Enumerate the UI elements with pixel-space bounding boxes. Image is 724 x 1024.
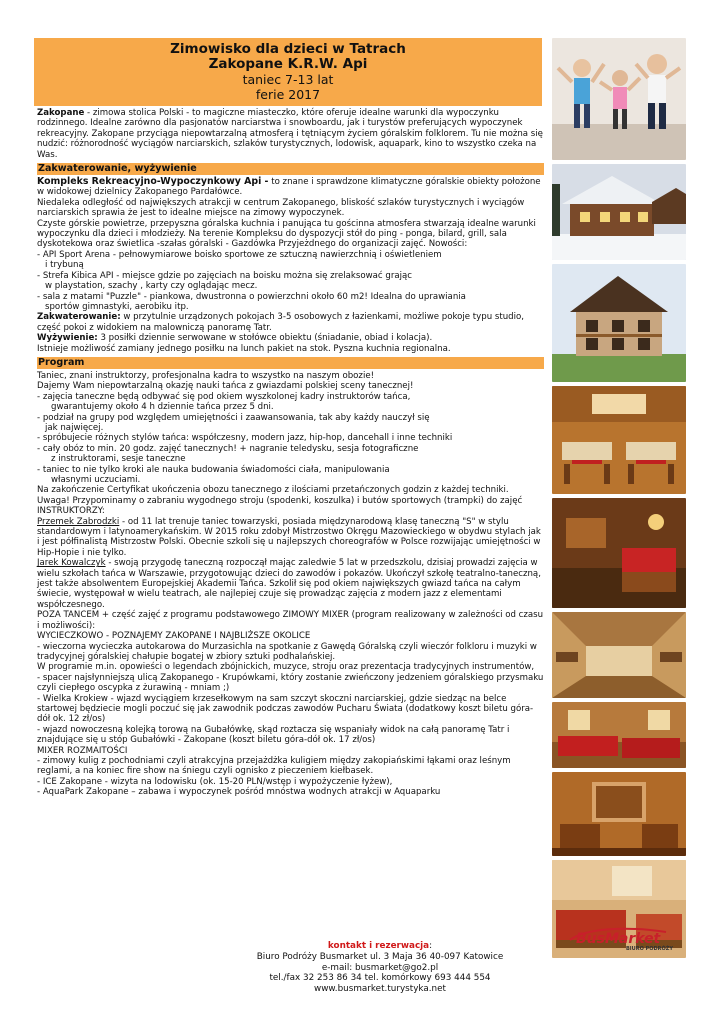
distance-paragraph: Niedaleka odległość od największych atrakcji w centrum Zakopanego, bliskość szlaków turystycznych i wyciągów narciarskich sprawia że jest to idealne miejsce na zimowy wypoczynek. bbox=[37, 197, 525, 219]
photo-hall bbox=[552, 612, 686, 698]
list-item-cont: i trybuną bbox=[45, 260, 84, 271]
atmosphere-paragraph: Czyste górskie powietrze, przepyszna góralska kuchnia i panująca tu gościnna atmosfera stwarzają idealne warunki wypoczynku dla dzieci i młodzieży. Na terenie Kompleksu do dyspozycji stół do ping - ponga, bilard, grill, sala dyskotekowa oraz świetlica -szałas góralski - Gazdówka Przyjeżdnego do organizacji zajęć. Nowości: bbox=[37, 218, 536, 250]
instructor-2 bbox=[37, 558, 544, 610]
instructor-1-name: Przemek Zabrodzki bbox=[37, 516, 120, 527]
title-line-2: Zakopane K.R.W. Api bbox=[208, 56, 368, 72]
main-content bbox=[37, 108, 544, 798]
program-line: - wieczorna wycieczka autokarowa do Murzasichla na spotkanie z Gawędą Góralską czyli wieczór folkloru i muzyki w tradycyjnej góralskiej chałupie bogatej w zbiory sztuki podhalańskiej. bbox=[37, 641, 537, 662]
program-line: - ICE Zakopane - wizyta na lodowisku (ok. 15-20 PLN/wstęp i wypożyczenie łyżew), bbox=[37, 776, 393, 787]
intro-text: - zimowa stolica Polski - to magiczne miasteczko, które oferuje idealne warunki dla wypoczynku rodzinnego. Idealne zarówno dla pasjonatów narciarstwa i snowboardu, jak i turystów preferujących wypoczynek rekreacyjny. Zakopane przyciąga niepowtarzalną atmosferą i tętniącym życiem góralskim folklorem. Tu nie można się nudzić: różnorodność wyciągów narciarskich, szlaków turystycznych, lodowisk, aquapark, kino to wszystko czeka na Was. bbox=[37, 108, 543, 160]
list-item-cont: w playstation, szachy , karty czy oglądając mecz. bbox=[45, 281, 258, 292]
list-item: - spróbujecie różnych stylów tańca: współczesny, modern jazz, hip-hop, dancehall i inne techniki bbox=[37, 433, 453, 444]
instructors-heading: INSTRUKTORZY: bbox=[37, 506, 105, 517]
food-text: 3 posiłki dziennie serwowane w stołówce obiektu (śniadanie, obiad i kolacja). bbox=[97, 333, 433, 344]
contact-address: Biuro Podróży Busmarket ul. 3 Maja 36 40-097 Katowice bbox=[256, 951, 504, 962]
photo-room-wood bbox=[552, 772, 686, 856]
accommodation-bold: Zakwaterowanie: bbox=[37, 312, 121, 323]
program-line: Dajemy Wam niepowtarzalną okazję nauki tańca z gwiazdami polskiej sceny tanecznej! bbox=[37, 381, 414, 392]
list-item-cont: sportów gimnastyki, aerobiku itp. bbox=[45, 301, 189, 312]
logo-tagline: BIURO PODRÓŻY bbox=[626, 946, 673, 952]
section-heading-accommodation: Zakwaterowanie, wyżywienie bbox=[37, 163, 544, 175]
program-line: POZA TANCEM + część zajęć z programu podstawowego ZIMOWY MIXER (program realizowany w zależności od czasu i możliwości): bbox=[37, 610, 544, 631]
contact-phone: tel./fax 32 253 86 34 tel. komórkowy 693 444 554 bbox=[269, 973, 491, 984]
photo-dining-room bbox=[552, 386, 686, 494]
instructor-2-text: - swoją przygodę taneczną rozpoczął mając zaledwie 5 lat w przedszkolu, dzisiaj prowadzi zajęcia w wielu szkołach tańca w Warszawie, przygotowując dzieci do zawodów i pokazów. Ukończył szkołę teatralno-taneczną, jest także absolwentem Europejskiej Akademii Tańca. Szkolił się pod okiem największych gwiazd tańca na całym świecie, występował w wielu teatrach, ale najlepiej czuje się prowadząc zajęcia z modern jazz z elementami współczesnego. bbox=[37, 558, 541, 610]
photo-room-red bbox=[552, 702, 686, 768]
intro-paragraph bbox=[37, 108, 544, 160]
list-item: - podział na grupy pod względem umiejętności i zaawansowania, tak aby każdy nauczył się bbox=[37, 412, 430, 423]
program-line: - Wielka Krokiew - wjazd wyciągiem krzesełkowym na sam szczyt skoczni narciarskiej, gdzie siedząc na belce startowej będziecie mogli poczuć się jak zawodnik podczas zawodów Pucharu Świata (dodatkowy koszt biletu góra-dół ok. 12 zł/os) bbox=[37, 693, 534, 725]
program-line: W programie m.in. opowieści o legendach zbójnickich, muzyce, stroju oraz prezentacja tradycyjnych instrumentów, bbox=[37, 662, 535, 673]
photo-dancing-kids bbox=[552, 38, 686, 160]
list-item: - zajęcia taneczne będą odbywać się pod okiem wyszkolonej kadry instruktorów tańca, bbox=[37, 391, 411, 402]
instructor-1-text: - od 11 lat trenuje taniec towarzyski, posiada międzynarodową klasę taneczną "S" w stylu standardowym i latynoamerykańskim. W 2015 roku zdobył Mistrzostwo Okręgu Mazowieckiego w obydwu stylach jak i jest półfinalistą Mistrzostw Polski. Obecnie szkoli się u najlepszych choreografów w Polsce rozwijając umiejętności w Hip-Hopie i nie tylko. bbox=[37, 516, 541, 558]
program-line: Taniec, znani instruktorzy, profesjonalna kadra to wszystko na naszym obozie! bbox=[37, 370, 375, 381]
contact-colon: : bbox=[429, 941, 433, 951]
food-paragraph bbox=[37, 333, 544, 343]
list-item: - taniec to nie tylko kroki ale nauka budowania świadomości ciała, manipulowania bbox=[37, 464, 390, 475]
food-line-2: Istnieje możliwość zamiany jednego posiłku na lunch pakiet na stok. Pyszna kuchnia regionalna. bbox=[37, 343, 451, 354]
photo-gazdowka bbox=[552, 498, 686, 608]
photo-snowy-hotel bbox=[552, 164, 686, 260]
contact-block bbox=[180, 941, 580, 995]
instructor-1 bbox=[37, 517, 544, 559]
program-line: - AquaPark Zakopane – zabawa i wypoczynek pośród mnóstwa wodnych atrakcji w Aquaparku bbox=[37, 787, 441, 798]
list-item-cont: własnymi uczuciami. bbox=[51, 475, 141, 485]
busmarket-logo bbox=[566, 926, 684, 952]
list-item: - cały obóz to min. 20 godz. zajęć tanecznych! + nagranie teledysku, sesja fotograficzne bbox=[37, 443, 419, 454]
list-item: - Strefa Kibica API - miejsce gdzie po zajęciach na boisku można się zrelaksować grając bbox=[37, 270, 412, 281]
title-line-1: Zimowisko dla dzieci w Tatrach bbox=[170, 41, 406, 57]
contact-title-row bbox=[180, 941, 580, 952]
accommodation-text: w przytulnie urządzonych pokojach 3-5 osobowych z łazienkami, możliwe pokoje typu studio, część pokoi z widokiem na malowniczą panoramę Tatr. bbox=[37, 312, 525, 333]
title-line-3: taniec 7-13 lat bbox=[242, 72, 334, 87]
photo-hotel-summer bbox=[552, 264, 686, 382]
instructor-2-name: Jarek Kowalczyk bbox=[37, 558, 106, 569]
program-line: MIXER ROZMAITOŚCI bbox=[37, 745, 128, 756]
program-line: - zimowy kulig z pochodniami czyli atrakcyjna przejażdżka kuligiem między zakopiańskimi łąkami oraz leśnym reglami, a na koniec fire show na śniegu czyli ognisko z pieczeniem kiełbasek. bbox=[37, 755, 511, 777]
list-item-cont: jak najwięcej. bbox=[45, 422, 104, 433]
title-line-4: ferie 2017 bbox=[255, 87, 321, 102]
list-item-cont: gwarantujemy około 4 h dziennie tańca przez 5 dni. bbox=[51, 402, 274, 413]
certificate-paragraph: Na zakończenie Certyfikat ukończenia obozu tanecznego z ilościami przetańczonych godzin z każdej techniki. Uwaga! Przypominamy o zabraniu wygodnego stroju (spodenki, koszulka) i butów sportowych (trampki) do zajęć bbox=[37, 485, 523, 506]
complex-text: to znane i sprawdzone klimatyczne góralskie obiekty położone w widokowej dzielnicy Zakopanego Pardałówce. bbox=[37, 177, 541, 198]
list-item: - API Sport Arena - pełnowymiarowe boisko sportowe ze sztuczną nawierzchnią i oświetleniem bbox=[37, 249, 442, 260]
intro-bold: Zakopane bbox=[37, 108, 85, 118]
program-line: - spacer najsłynniejszą ulicą Zakopanego - Krupówkami, który zostanie zwieńczony jedzeniem góralskiego przysmaku czyli ciepłego oscypka z żurawiną - mniam ;) bbox=[37, 672, 544, 694]
list-item: - sala z matami "Puzzle" - piankowa, dwustronna o powierzchni około 60 m2! Idealna do uprawiania bbox=[37, 291, 466, 302]
contact-title: kontakt i rezerwacja bbox=[327, 941, 430, 951]
logo-name: BusMarket bbox=[576, 931, 661, 947]
section-heading-program: Program bbox=[37, 357, 544, 369]
accommodation-paragraph bbox=[37, 312, 544, 333]
list-item-cont: z instruktorami, sesje taneczne bbox=[51, 454, 186, 465]
contact-website: www.busmarket.turystyka.net bbox=[314, 984, 446, 995]
food-bold: Wyżywienie: bbox=[37, 333, 98, 344]
contact-email: e-mail: busmarket@go2.pl bbox=[321, 962, 439, 973]
title-banner bbox=[34, 38, 542, 106]
complex-paragraph bbox=[37, 177, 544, 198]
complex-bold: Kompleks Rekreacyjno-Wypoczynkowy Api - bbox=[37, 176, 269, 188]
program-line: - wjazd nowoczesną kolejką torową na Gubałówkę, skąd roztacza się wspaniały widok na całą panoramę Tatr i znajdujące się u stóp Gubałówki - Zakopane (koszt biletu góra-dół ok. 17 zł/os) bbox=[37, 724, 510, 746]
program-line: WYCIECZKOWO - POZNAJEMY ZAKOPANE I NAJBLIŻSZE OKOLICE bbox=[37, 631, 311, 642]
